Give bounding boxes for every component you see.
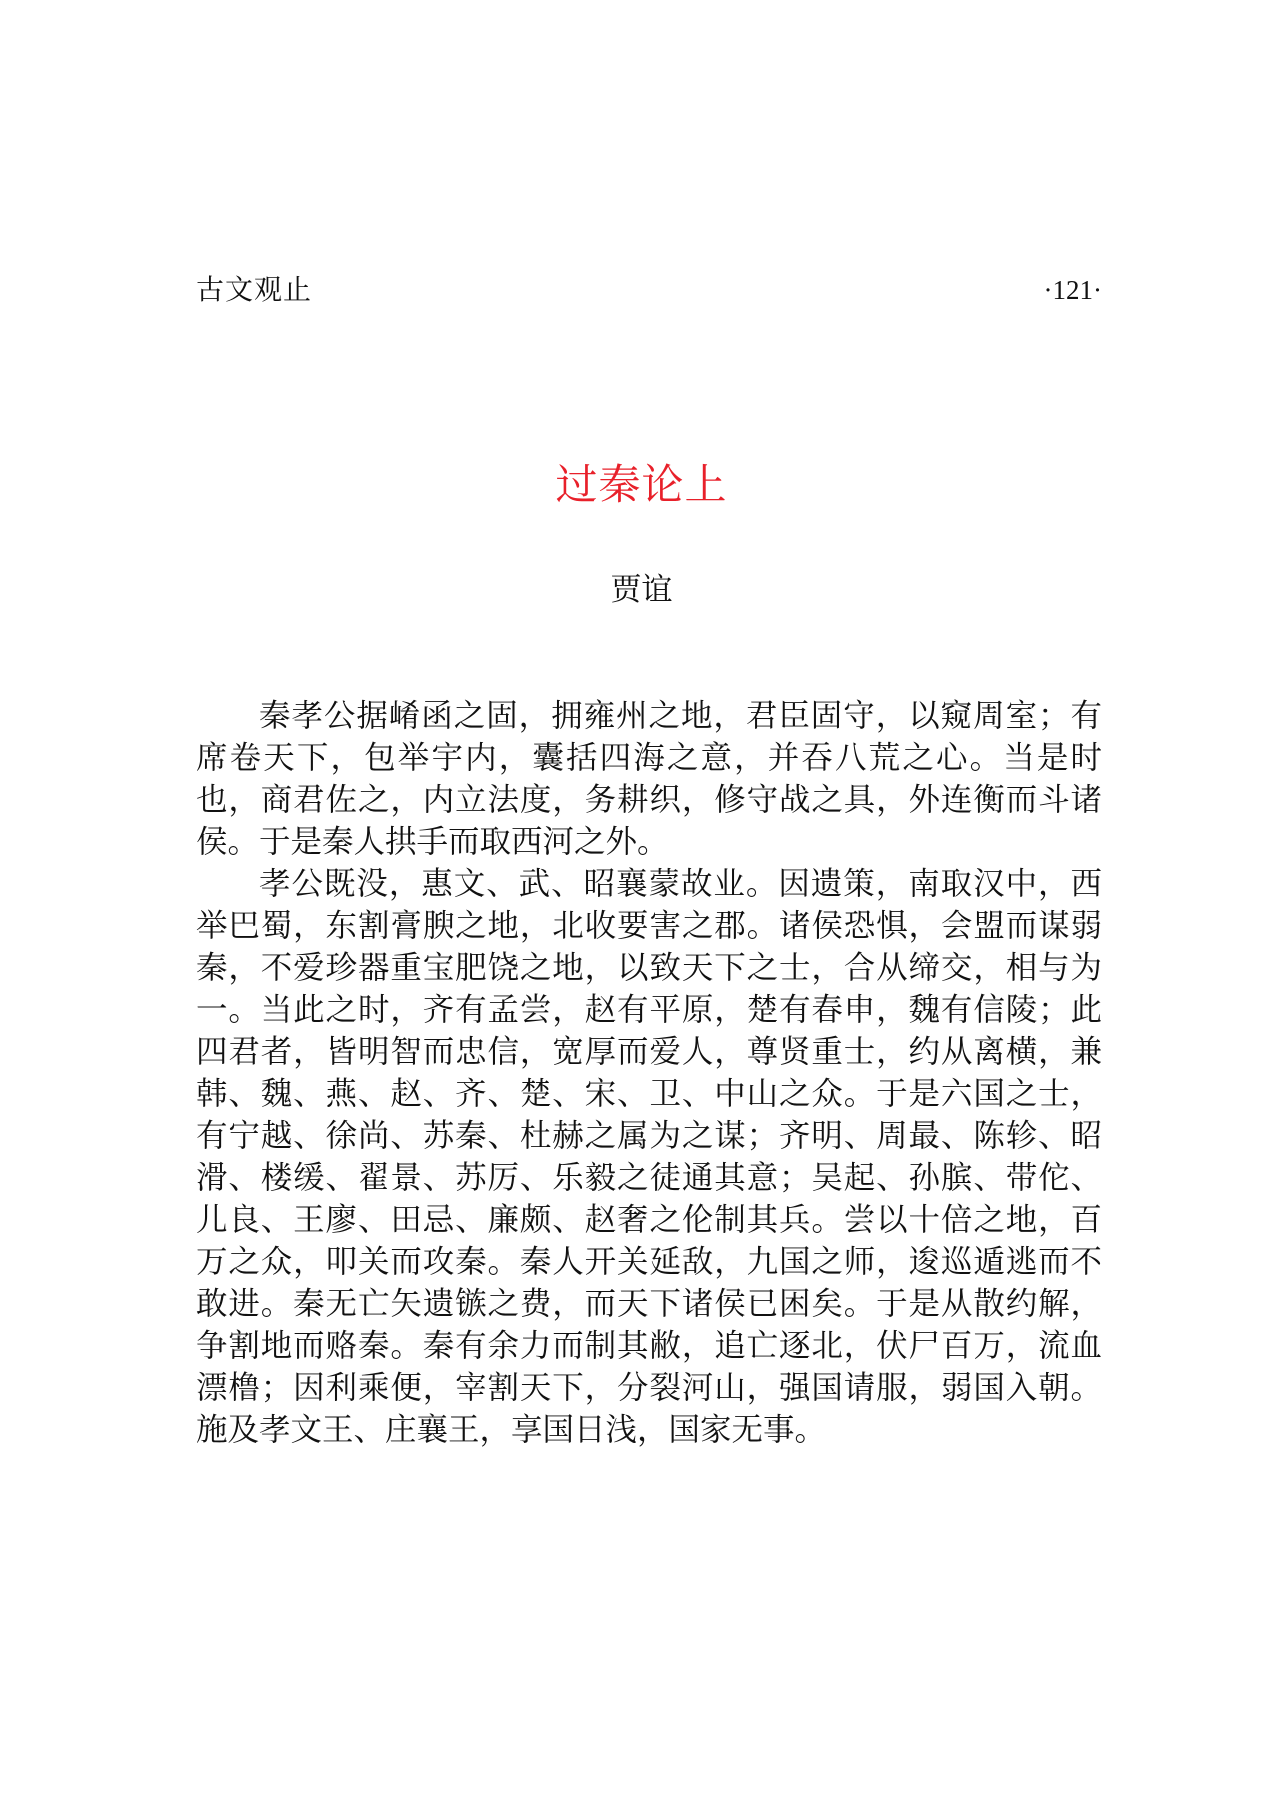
essay-title: 过秦论上 — [555, 460, 728, 509]
book-title: 古文观止 — [196, 273, 313, 306]
essay-body — [196, 695, 1102, 1451]
paragraph-2: 孝公既没，惠文、武、昭襄蒙故业。因遗策，南取汉中，西举巴蜀，东割膏腴之地，北收要害之郡。诸侯恐惧，会盟而谋弱秦，不爱珍器重宝肥饶之地，以致天下之士，合从缔交，相与为一。当此之时，齐有孟尝，赵有平原，楚有春申，魏有信陵；此四君者，皆明智而忠信，宽厚而爱人，尊贤重士，约从离横，兼韩、魏、燕、赵、齐、楚、宋、卫、中山之众。于是六国之士，有宁越、徐尚、苏秦、杜赫之属为之谋；齐明、周最、陈轸、昭滑、楼缓、翟景、苏厉、乐毅之徒通其意；吴起、孙膑、带佗、儿良、王廖、田忌、廉颇、赵奢之伦制其兵。尝以十倍之地，百万之众，叩关而攻秦。秦人开关延敌，九国之师，逡巡遁逃而不敢进。秦无亡矢遗镞之费，而天下诸侯已困矣。于是从散约解，争割地而赂秦。秦有余力而制其敝，追亡逐北，伏尸百万，流血漂橹；因利乘便，宰割天下，分裂河山，强国请服，弱国入朝。施及孝文王、庄襄王，享国日浅，国家无事。 — [196, 866, 1102, 1448]
running-header — [196, 270, 1102, 310]
paragraph-1: 秦孝公据崤函之固，拥雍州之地，君臣固守，以窥周室；有席卷天下，包举宇内，囊括四海之意，并吞八荒之心。当是时也，商君佐之，内立法度，务耕织，修守战之具，外连衡而斗诸侯。于是秦人拱手而取西河之外。 — [196, 698, 1102, 860]
page-number: ·121· — [1043, 275, 1102, 305]
essay-author: 贾谊 — [610, 572, 673, 608]
